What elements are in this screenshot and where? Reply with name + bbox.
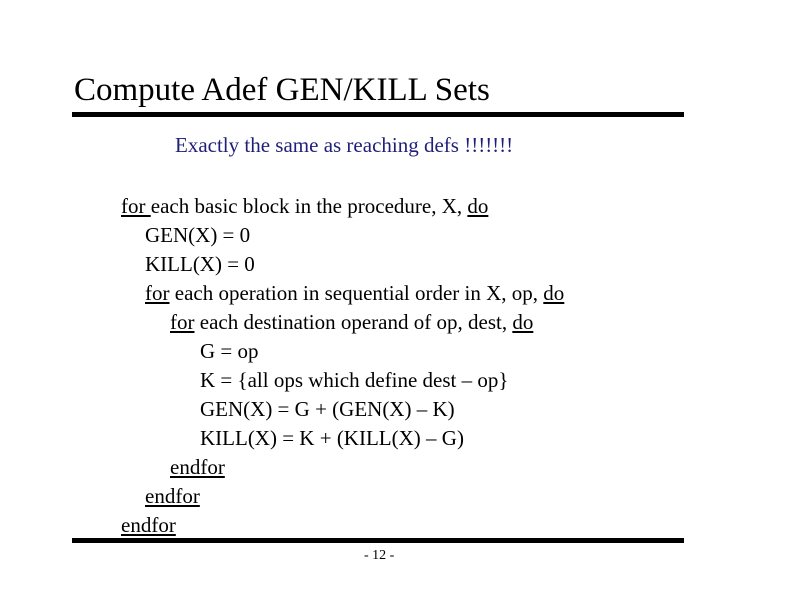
- code-text: each operation in sequential order in X, op,: [169, 281, 544, 305]
- title-divider: [72, 112, 684, 117]
- do-keyword: do: [467, 194, 489, 218]
- do-keyword: do: [543, 281, 565, 305]
- code-line-5: [170, 309, 533, 335]
- code-line-9: KILL(X) = K + (KILL(X) – G): [200, 426, 464, 450]
- code-line-10: endfor: [170, 455, 225, 479]
- code-line-2: GEN(X) = 0: [145, 223, 251, 247]
- page-number: - 12 -: [364, 548, 395, 563]
- code-line-8: GEN(X) = G + (GEN(X) – K): [200, 397, 455, 421]
- code-line-4: [145, 280, 564, 306]
- for-keyword: for: [121, 194, 151, 218]
- code-line-6: G = op: [200, 339, 259, 363]
- do-keyword: do: [512, 310, 534, 334]
- slide-title: Compute Adef GEN/KILL Sets: [74, 72, 490, 108]
- slide-subtitle: Exactly the same as reaching defs !!!!!!!: [175, 133, 514, 157]
- code-text: each basic block in the procedure, X,: [150, 194, 468, 218]
- for-keyword: for: [145, 281, 170, 305]
- code-line-11: endfor: [145, 484, 200, 508]
- code-line-1: [121, 193, 488, 219]
- code-text: each destination operand of op, dest,: [194, 310, 513, 334]
- for-keyword: for: [170, 310, 195, 334]
- footer-divider: [72, 538, 684, 543]
- code-line-7: K = {all ops which define dest – op}: [200, 368, 509, 392]
- code-line-12: endfor: [121, 513, 176, 537]
- code-line-3: KILL(X) = 0: [145, 252, 255, 276]
